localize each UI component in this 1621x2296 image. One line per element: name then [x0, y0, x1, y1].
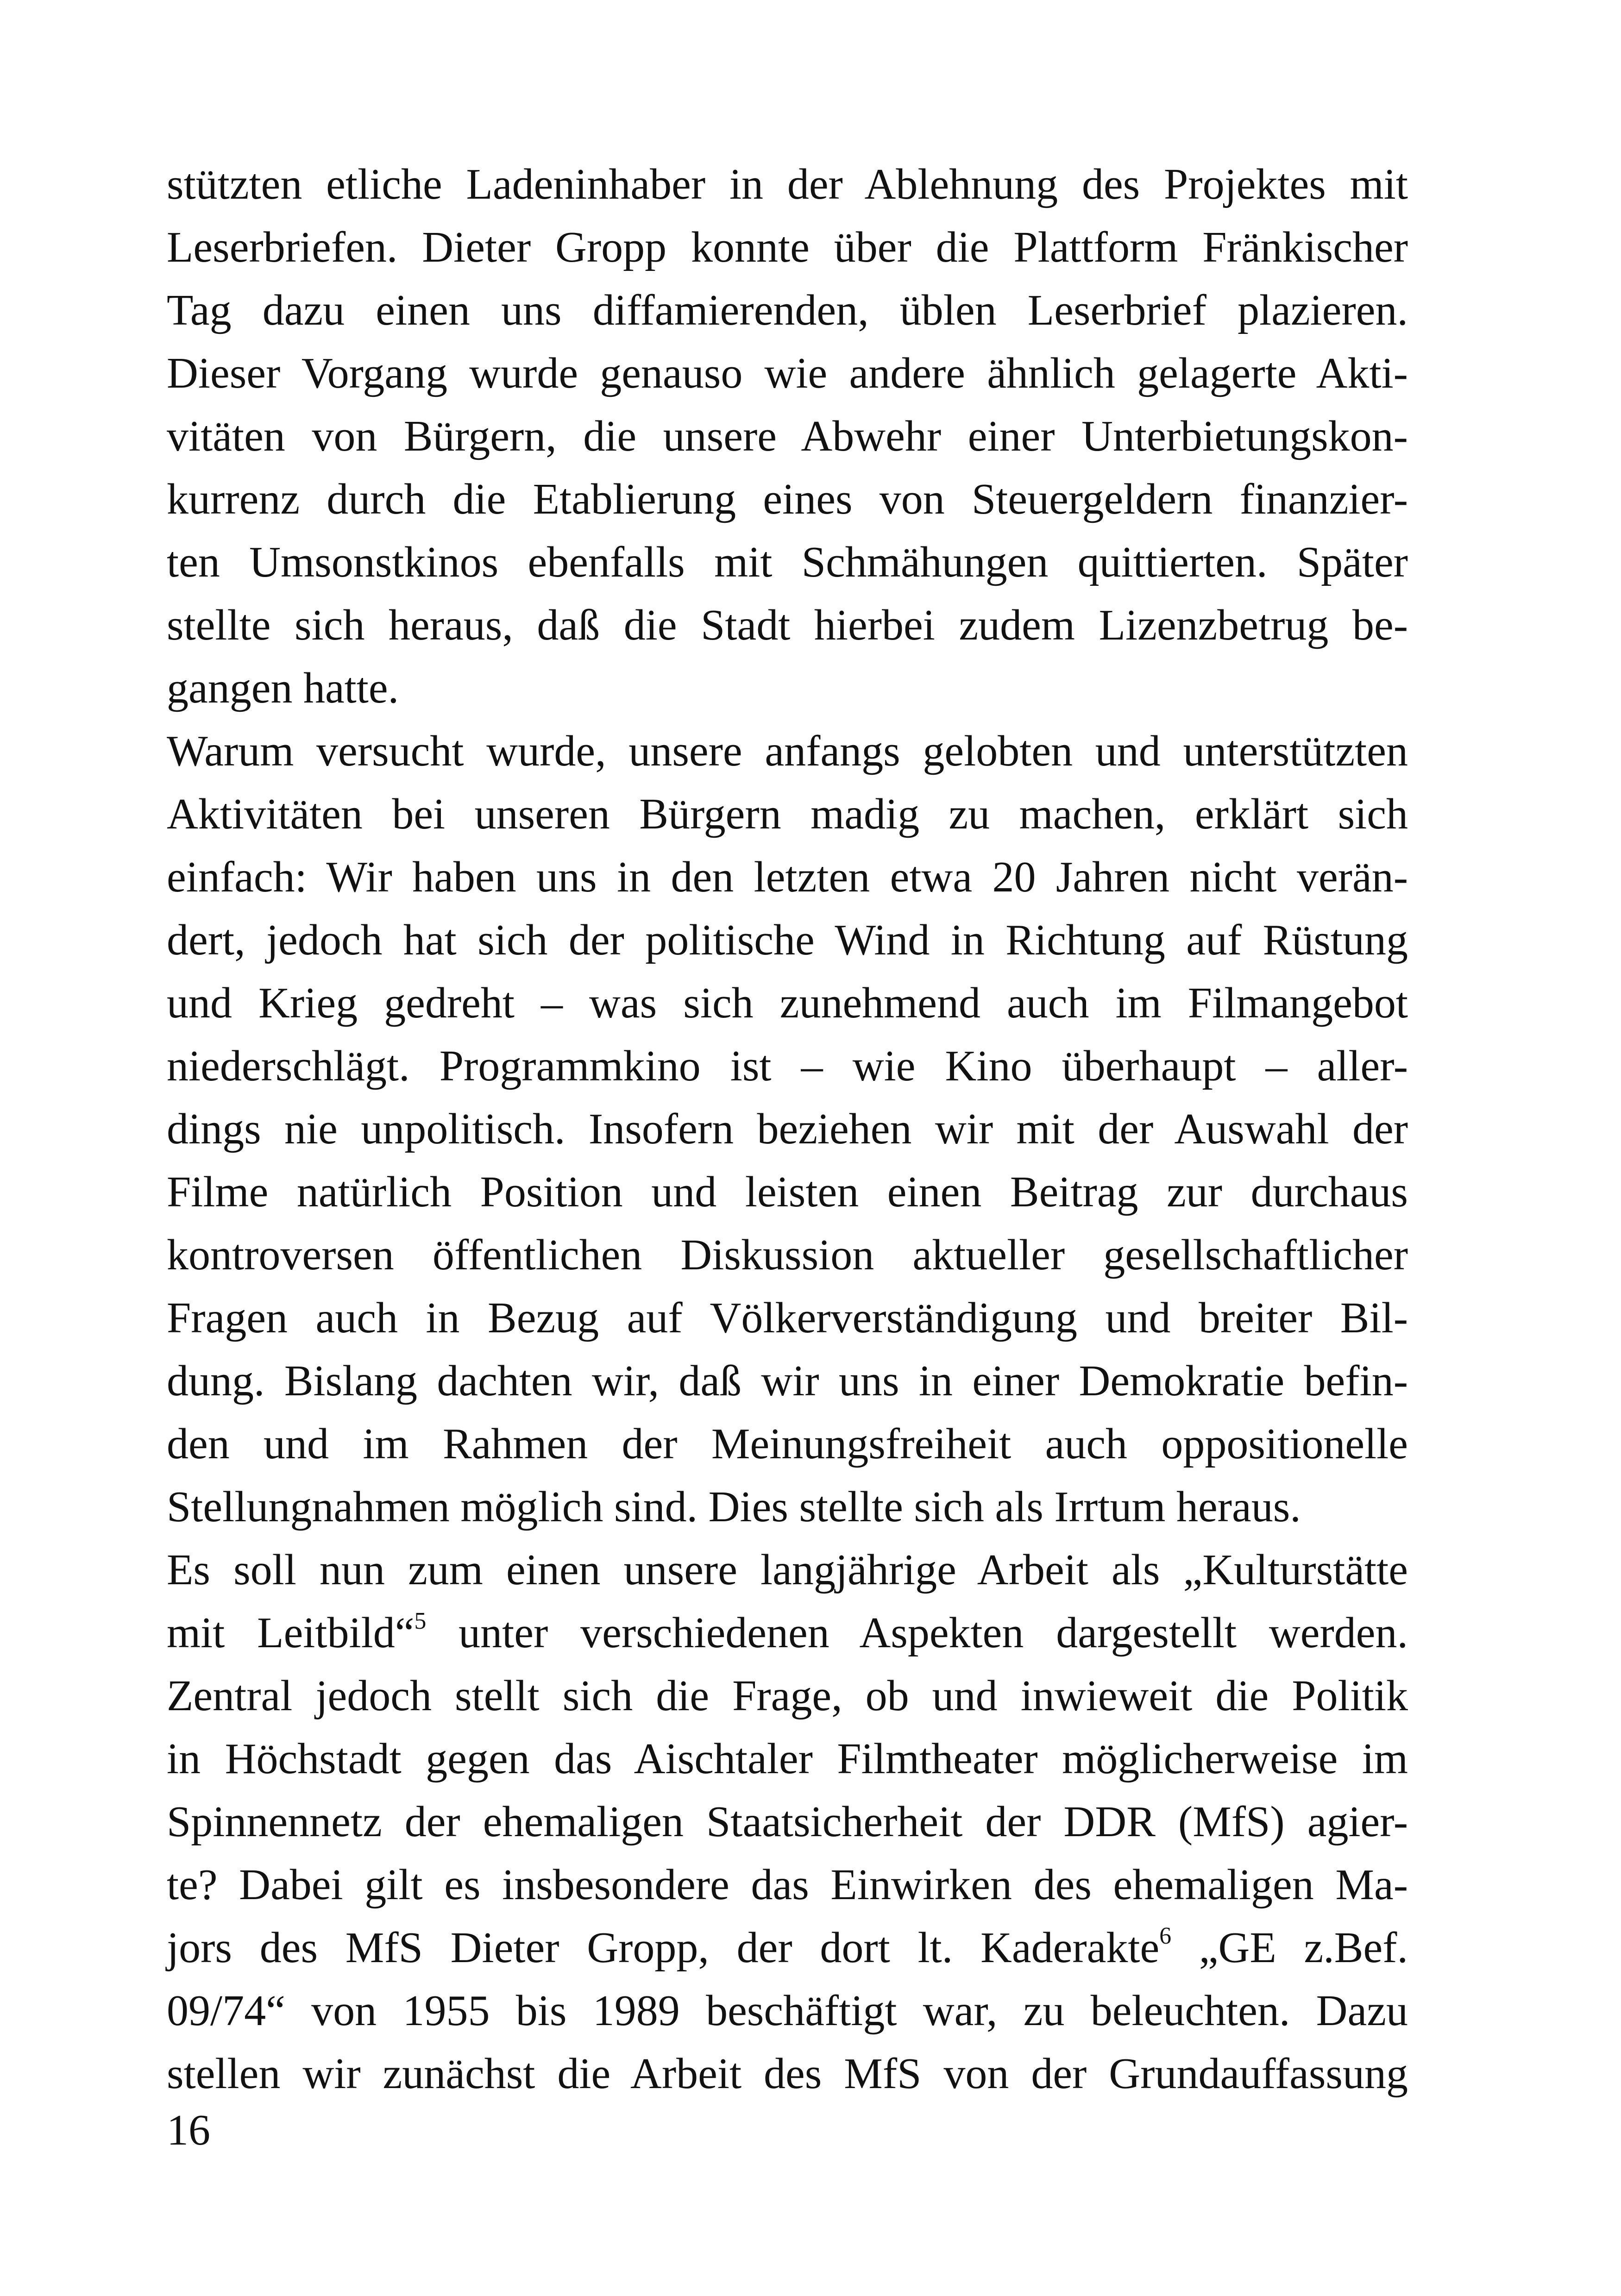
text-line: [167, 1223, 1408, 1286]
text-segment: Spinnennetz der ehemaligen Staatsicherheit der DDR (MfS) agier-: [167, 1798, 1408, 1846]
text-line: [167, 1035, 1408, 1098]
text-segment: Aktivitäten bei unseren Bürgern madig zu machen, erklärt sich: [167, 790, 1408, 838]
text-segment: Filme natürlich Position und leisten einen Beitrag zur durchaus: [167, 1168, 1408, 1216]
text-line: [167, 720, 1408, 783]
text-segment: Zentral jedoch stellt sich die Frage, ob und inwieweit die Politik: [167, 1672, 1408, 1720]
text-segment: dert, jedoch hat sich der politische Wind in Richtung auf Rüstung: [167, 916, 1408, 964]
text-segment: jors des MfS Dieter Gropp, der dort lt. Kaderakte: [167, 1924, 1160, 1972]
text-segment: Stellungnahmen möglich sind. Dies stellte sich als Irrtum heraus.: [167, 1483, 1301, 1531]
page-number: 16: [167, 2106, 210, 2154]
text-line: [167, 216, 1408, 279]
text-segment: mit Leitbild“: [167, 1609, 415, 1657]
text-line: [167, 342, 1408, 405]
text-line: [167, 1853, 1408, 1916]
text-line: [167, 1916, 1408, 1979]
text-line: [167, 279, 1408, 342]
text-segment: und Krieg gedreht – was sich zunehmend auch im Filmangebot: [167, 979, 1408, 1027]
footnote-marker: 6: [1159, 1922, 1172, 1949]
text-segment: unter verschiedenen Aspekten dargestellt werden.: [426, 1609, 1408, 1657]
text-line: [167, 405, 1408, 468]
text-segment: vitäten von Bürgern, die unsere Abwehr einer Unterbietungskon-: [167, 412, 1408, 460]
text-segment: stellte sich heraus, daß die Stadt hierbei zudem Lizenzbetrug be-: [167, 601, 1408, 649]
text-segment: Es soll nun zum einen unsere langjährige Arbeit als „Kulturstätte: [167, 1546, 1408, 1594]
text-segment: te? Dabei gilt es insbesondere das Einwirken des ehemaligen Ma-: [167, 1861, 1408, 1909]
text-line: [167, 1286, 1408, 1349]
text-segment: dings nie unpolitisch. Insofern beziehen wir mit der Auswahl der: [167, 1105, 1408, 1153]
text-line: [167, 531, 1408, 594]
text-line: [167, 1412, 1408, 1475]
paragraph: [167, 153, 1408, 720]
text-segment: Warum versucht wurde, unsere anfangs gelobten und unterstützten: [167, 727, 1408, 775]
text-segment: stellen wir zunächst die Arbeit des MfS von der Grundauffassung: [167, 2050, 1408, 2098]
text-segment: dung. Bislang dachten wir, daß wir uns in einer Demokratie befin-: [167, 1357, 1408, 1405]
text-line: [167, 1790, 1408, 1853]
text-segment: ten Umsonstkinos ebenfalls mit Schmähungen quittierten. Später: [167, 538, 1408, 586]
body-text: [167, 153, 1408, 2105]
text-segment: niederschlägt. Programmkino ist – wie Kino überhaupt – aller-: [167, 1042, 1408, 1090]
text-line: [167, 783, 1408, 846]
text-line: [167, 657, 1408, 720]
text-segment: in Höchstadt gegen das Aischtaler Filmtheater möglicherweise im: [167, 1735, 1408, 1783]
text-segment: Fragen auch in Bezug auf Völkerverständigung und breiter Bil-: [167, 1294, 1408, 1342]
text-segment: 09/74“ von 1955 bis 1989 beschäftigt war, zu beleuchten. Dazu: [167, 1987, 1408, 2035]
text-line: [167, 153, 1408, 216]
text-segment: kontroversen öffentlichen Diskussion aktueller gesellschaftlicher: [167, 1231, 1408, 1279]
text-line: [167, 1349, 1408, 1412]
text-segment: den und im Rahmen der Meinungsfreiheit auch oppositionelle: [167, 1420, 1408, 1468]
text-line: [167, 972, 1408, 1035]
text-segment: Dieser Vorgang wurde genauso wie andere ähnlich gelagerte Akti-: [167, 349, 1408, 397]
text-line: [167, 846, 1408, 909]
text-line: [167, 1664, 1408, 1727]
text-line: [167, 1475, 1408, 1538]
text-segment: kurrenz durch die Etablierung eines von Steuergeldern finanzier-: [167, 475, 1408, 523]
text-line: [167, 1161, 1408, 1223]
text-line: [167, 1098, 1408, 1161]
paragraph: [167, 1538, 1408, 2105]
text-segment: stützten etliche Ladeninhaber in der Ablehnung des Projektes mit: [167, 160, 1408, 208]
text-line: [167, 1979, 1408, 2042]
text-line: [167, 1601, 1408, 1664]
text-line: [167, 1538, 1408, 1601]
paragraph: [167, 720, 1408, 1538]
text-segment: Leserbriefen. Dieter Gropp konnte über die Plattform Fränkischer: [167, 223, 1408, 271]
text-line: [167, 909, 1408, 972]
text-segment: Tag dazu einen uns diffamierenden, üblen Leserbrief plazieren.: [167, 286, 1408, 334]
text-segment: gangen hatte.: [167, 664, 399, 712]
text-line: [167, 594, 1408, 657]
text-line: [167, 2042, 1408, 2105]
text-line: [167, 468, 1408, 531]
text-segment: einfach: Wir haben uns in den letzten etwa 20 Jahren nicht verän-: [167, 853, 1408, 901]
text-line: [167, 1727, 1408, 1790]
text-segment: „GE z.Bef.: [1171, 1924, 1408, 1972]
footnote-marker: 5: [414, 1607, 427, 1634]
